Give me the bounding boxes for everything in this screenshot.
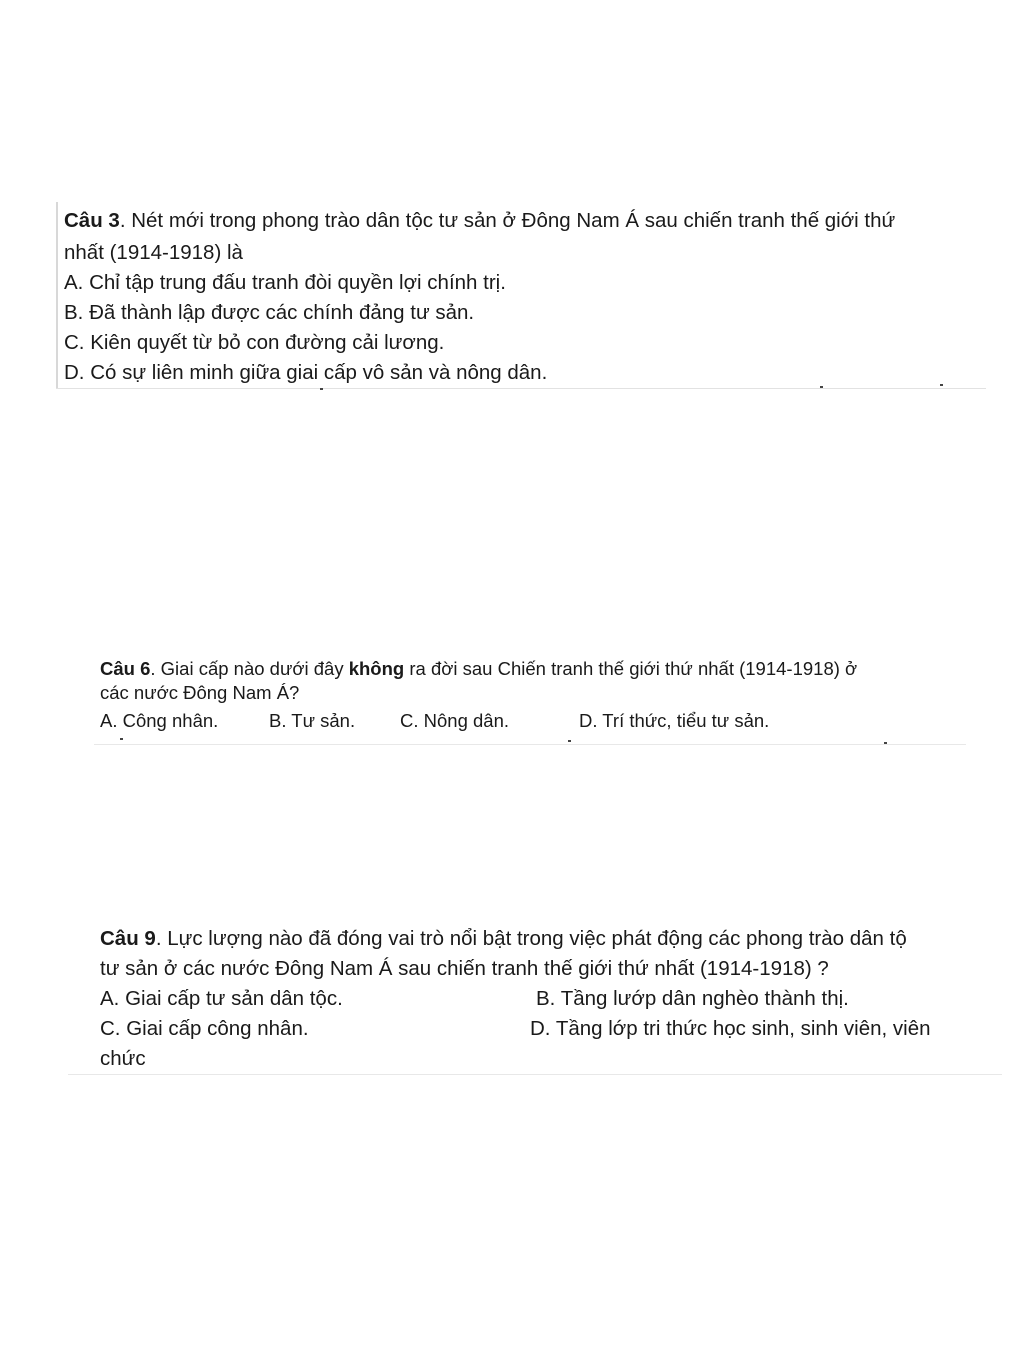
- question-9-block: [68, 918, 1002, 1074]
- question-3-option-c: C. Kiên quyết từ bỏ con đường cải lương.: [64, 331, 445, 354]
- question-6-stem-line-2: các nước Đông Nam Á?: [100, 682, 300, 703]
- question-3-label: Câu 3: [64, 209, 120, 232]
- question-6-stem-pre: . Giai cấp nào dưới đây: [150, 658, 349, 679]
- question-6-keyword: không: [348, 658, 405, 679]
- scan-speck: [940, 384, 943, 386]
- question-3-option-a: A. Chỉ tập trung đấu tranh đòi quyền lợi chính trị.: [64, 271, 506, 294]
- question-3-option-b: B. Đã thành lập được các chính đảng tư sản.: [64, 301, 475, 324]
- question-9-label: Câu 9: [100, 927, 156, 950]
- question-9-option-d: D. Tầng lớp tri thức học sinh, sinh viên, viên: [530, 1017, 931, 1040]
- question-3-block: [56, 202, 986, 388]
- scan-speck: [320, 388, 323, 390]
- question-9-option-d-continued: chức: [100, 1047, 146, 1070]
- question-3-option-d: D. Có sự liên minh giữa giai cấp vô sản và nông dân.: [64, 361, 548, 384]
- question-6-stem-post: ra đời sau Chiến tranh thế giới thứ nhất (1914-1918) ở: [404, 658, 858, 679]
- scan-speck: [884, 742, 887, 744]
- question-6-option-a: A. Công nhân.: [100, 710, 219, 731]
- question-6-option-b: B. Tư sản.: [269, 710, 356, 731]
- scan-speck: [820, 386, 823, 388]
- question-9-option-c: C. Giai cấp công nhân.: [100, 1017, 309, 1040]
- question-6-option-c: C. Nông dân.: [400, 710, 510, 731]
- question-9-option-a: A. Giai cấp tư sản dân tộc.: [100, 987, 343, 1010]
- question-3-stem-line-2: nhất (1914-1918) là: [64, 241, 243, 264]
- question-9-stem-text: . Lực lượng nào đã đóng vai trò nổi bật trong việc phát động các phong trào dân tộ: [155, 927, 907, 950]
- question-3-stem-text: . Nét mới trong phong trào dân tộc tư sản ở Đông Nam Á sau chiến tranh thế giới thứ: [119, 209, 896, 232]
- question-9-option-b: B. Tầng lướp dân nghèo thành thị.: [536, 987, 849, 1010]
- scan-speck: [120, 738, 123, 740]
- scan-speck: [568, 740, 571, 742]
- question-9-stem-line-2: tư sản ở các nước Đông Nam Á sau chiến tranh thế giới thứ nhất (1914-1918) ?: [100, 957, 829, 980]
- question-9-stem-line-1: [100, 924, 907, 954]
- question-6-label: Câu 6: [100, 658, 151, 679]
- question-6-block: [94, 648, 966, 744]
- question-3-stem-line-1: [64, 206, 895, 236]
- question-6-option-d: D. Trí thức, tiểu tư sản.: [579, 710, 770, 731]
